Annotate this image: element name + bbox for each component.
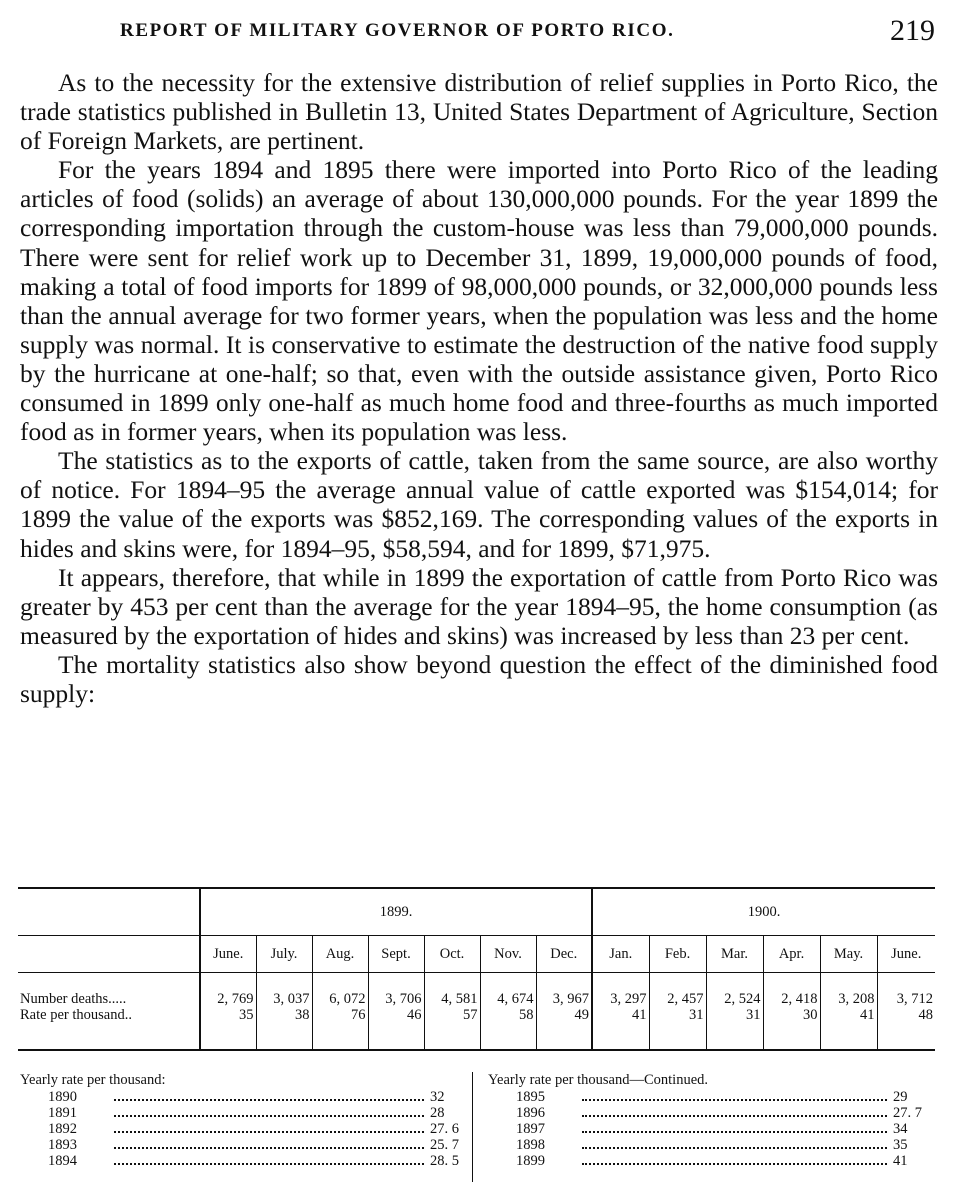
column-divider xyxy=(472,1072,473,1182)
deaths-label: Number deaths..... xyxy=(20,991,127,1007)
deaths-cell: 2, 457 xyxy=(649,991,706,1007)
rate-cell: 48 xyxy=(877,1007,935,1023)
paragraph: The statistics as to the exports of cattle, taken from the same source, are also worthy of notice. For 1894–95 the average annual value of cattle exported was $154,014; for 1899 the value of the exports was $852,169. The corresponding values of the exports in hides and skins were, for 1894–95, $58,594, and for 1899, $71,975. xyxy=(20,446,938,563)
page-header xyxy=(20,12,945,48)
rate-cell: 31 xyxy=(706,1007,763,1023)
list-item: 1895 29 xyxy=(516,1089,908,1105)
deaths-cell: 3, 706 xyxy=(368,991,424,1007)
deaths-cell: 4, 581 xyxy=(424,991,480,1007)
month-header: June. xyxy=(200,936,256,973)
deaths-cell: 3, 297 xyxy=(592,991,649,1007)
month-header: Dec. xyxy=(536,936,592,973)
table-month-row xyxy=(18,936,935,973)
list-item: 1890 32 xyxy=(48,1089,445,1105)
yearly-rate-title: Yearly rate per thousand: xyxy=(20,1072,166,1088)
deaths-cell: 3, 967 xyxy=(536,991,592,1007)
year-header-1899: 1899. xyxy=(200,888,592,936)
paragraph: It appears, therefore, that while in 1899 the exportation of cattle from Porto Rico was greater by 453 per cent than the average for the year 1894–95, the home consumption (as measured by the exportation of hides and skins) was increased by less than 23 per cent. xyxy=(20,562,938,650)
rate-cell: 49 xyxy=(536,1007,592,1023)
month-header: Aug. xyxy=(312,936,368,973)
rate-cell: 58 xyxy=(480,1007,536,1023)
table-year-row xyxy=(18,888,935,936)
deaths-row xyxy=(18,991,935,1007)
body-text xyxy=(20,68,938,708)
year-header-1900: 1900. xyxy=(592,888,935,936)
deaths-cell: 6, 072 xyxy=(312,991,368,1007)
deaths-cell: 4, 674 xyxy=(480,991,536,1007)
yearly-rate-list-left xyxy=(20,1072,470,1169)
mortality-table xyxy=(18,887,935,1051)
rate-cell: 41 xyxy=(820,1007,877,1023)
deaths-cell: 2, 418 xyxy=(763,991,820,1007)
month-header: July. xyxy=(256,936,312,973)
deaths-cell: 2, 524 xyxy=(706,991,763,1007)
month-header: Oct. xyxy=(424,936,480,973)
rate-row xyxy=(18,1007,935,1023)
deaths-cell: 2, 769 xyxy=(200,991,256,1007)
list-item: 1891 28 xyxy=(48,1105,445,1121)
month-header: May. xyxy=(820,936,877,973)
list-item: 1898 35 xyxy=(516,1137,908,1153)
rate-label: Rate per thousand.. xyxy=(20,1007,132,1023)
deaths-cell: 3, 037 xyxy=(256,991,312,1007)
rate-cell: 57 xyxy=(424,1007,480,1023)
rate-cell: 30 xyxy=(763,1007,820,1023)
table-end-row xyxy=(18,1023,935,1050)
rate-cell: 31 xyxy=(649,1007,706,1023)
list-item: 1896 27. 7 xyxy=(516,1105,922,1121)
page-number: 219 xyxy=(890,14,935,47)
month-header: Sept. xyxy=(368,936,424,973)
month-header: Nov. xyxy=(480,936,536,973)
list-item: 1899 41 xyxy=(516,1153,908,1169)
rate-cell: 38 xyxy=(256,1007,312,1023)
rate-cell: 35 xyxy=(200,1007,256,1023)
paragraph: For the years 1894 and 1895 there were imported into Porto Rico of the leading articles of food (solids) an average of about 130,000,000 pounds. For the year 1899 the corresponding importation through the custom-house was less than 79,000,000 pounds. There were sent for relief work up to December 31, 1899, 19,000,000 pounds of food, making a total of food imports for 1899 of 98,000,000 pounds, or 32,000,000 pounds less than the annual average for two former years, when the population was less and the home supply was normal. It is conservative to estimate the destruction of the native food supply by the hurricane at one-half; so that, even with the outside assistance given, Porto Rico consumed in 1899 only one-half as much home food and three-fourths as much imported food as in former years, when its population was less. xyxy=(20,155,938,447)
list-item: 1894 28. 5 xyxy=(48,1153,459,1169)
paragraph: The mortality statistics also show beyond question the effect of the diminished food supply: xyxy=(20,649,938,708)
list-item: 1892 27. 6 xyxy=(48,1121,459,1137)
deaths-cell: 3, 208 xyxy=(820,991,877,1007)
month-header: Jan. xyxy=(592,936,649,973)
table-corner-cell xyxy=(18,888,200,936)
list-item: 1897 34 xyxy=(516,1121,908,1137)
yearly-rate-list-right xyxy=(488,1072,933,1169)
table-spacer-row xyxy=(18,973,935,992)
deaths-cell: 3, 712 xyxy=(877,991,935,1007)
rate-cell: 76 xyxy=(312,1007,368,1023)
rate-cell: 46 xyxy=(368,1007,424,1023)
month-header: June. xyxy=(877,936,935,973)
running-title: REPORT OF MILITARY GOVERNOR OF PORTO RICO. xyxy=(120,20,675,41)
table-corner-cell xyxy=(18,936,200,973)
month-header: Feb. xyxy=(649,936,706,973)
month-header: Mar. xyxy=(706,936,763,973)
list-item: 1893 25. 7 xyxy=(48,1137,459,1153)
rate-cell: 41 xyxy=(592,1007,649,1023)
month-header: Apr. xyxy=(763,936,820,973)
yearly-rate-title-continued: Yearly rate per thousand—Continued. xyxy=(488,1072,709,1088)
paragraph: As to the necessity for the extensive distribution of relief supplies in Porto Rico, the trade statistics published in Bulletin 13, United States Department of Agriculture, Section of Foreign Markets, are pertinent. xyxy=(20,68,938,156)
